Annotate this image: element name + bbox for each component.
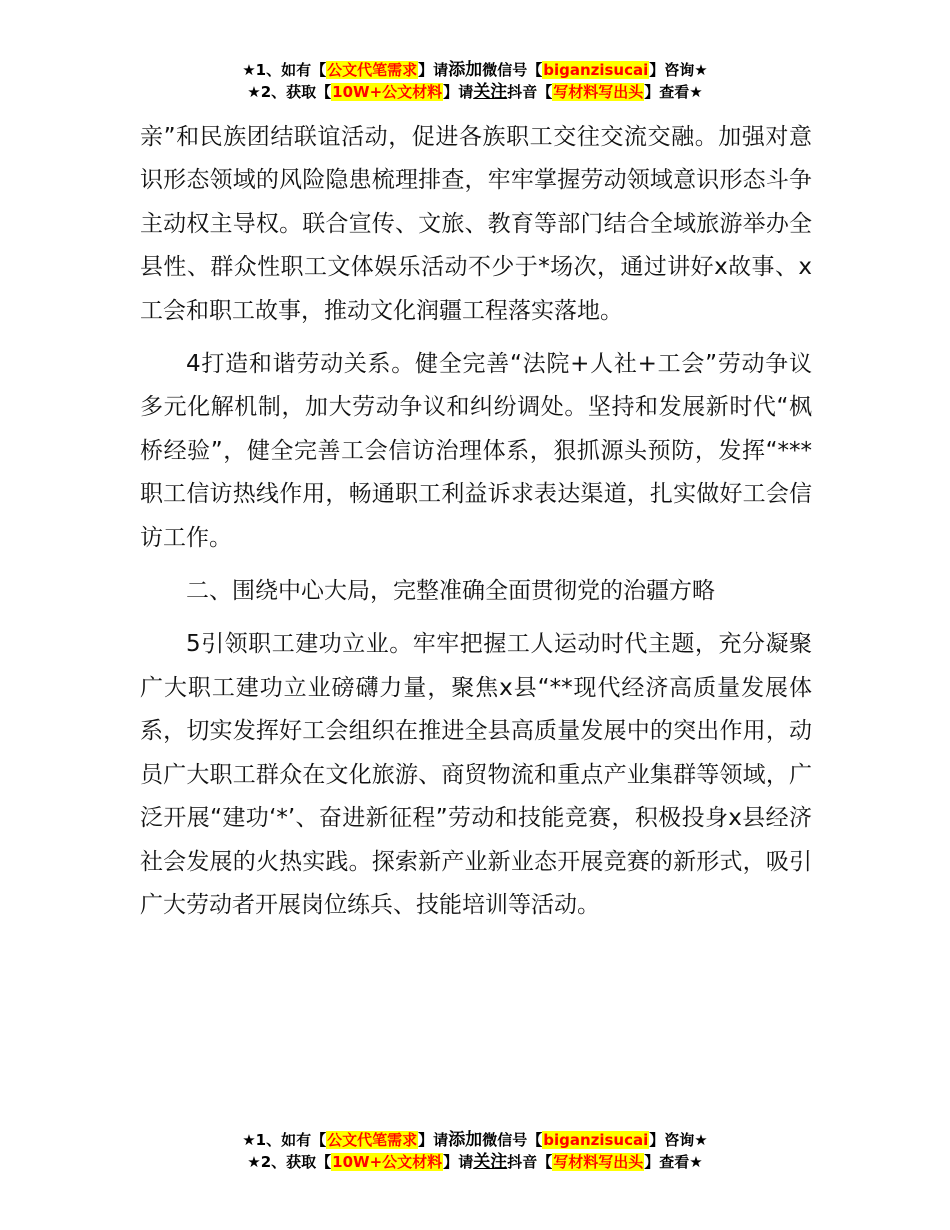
bracket: 【 [311,61,327,79]
banner-text: 咨询★ [664,61,708,79]
banner-text: ★2、获取 [247,83,317,101]
highlight-text: 写材料写出头 [553,1153,644,1171]
section-heading: 二、围绕中心大局，完整准确全面贯彻党的治疆方略 [186,578,715,605]
bracket: 】 [418,1131,434,1149]
banner-emphasis: 添加 [448,60,483,80]
bracket: 【 [527,1131,543,1149]
paragraph: 4打造和谐劳动关系。健全完善“法院+人社+工会”劳动争议多元化解机制，加大劳动争议和纠纷调处。坚持和发展新时代“枫桥经验”，健全完善工会信访治理体系，狠抓源头预防，发挥“***职工信访热线作用，畅通职工利益诉求表达渠道，扎实做好工会信访工作。 [140,351,812,551]
highlight-text: biganzisucai [543,1131,649,1149]
bracket: 【 [311,1131,327,1149]
banner-line-1 [0,1129,950,1151]
document-body [140,116,812,927]
bracket: 【 [537,1153,553,1171]
banner-text: 请 [433,1131,449,1149]
banner-text: 请 [458,83,474,101]
banner-text: 微信号 [482,61,528,79]
bracket: 】 [644,83,660,101]
bracket: 】 [443,1153,459,1171]
banner-text: 抖音 [507,83,538,101]
banner-emphasis: 关注 [473,1152,508,1172]
paragraph: 亲”和民族团结联谊活动，促进各族职工交往交流交融。加强对意识形态领域的风险隐患梳理排查，牢牢掌握劳动领域意识形态斗争主动权主导权。联合宣传、文旅、教育等部门结合全域旅游举办全县性、群众性职工文体娱乐活动不少于*场次，通过讲好x故事、x工会和职工故事，推动文化润疆工程落实落地。 [140,124,812,324]
highlight-text: biganzisucai [543,61,649,79]
banner-text: 微信号 [482,1131,528,1149]
banner-text: ★1、如有 [242,61,312,79]
bracket: 【 [527,61,543,79]
bracket: 】 [418,61,434,79]
paragraph: 5引领职工建功立业。牢牢把握工人运动时代主题，充分凝聚广大职工建功立业磅礴力量，聚焦x县“**现代经济高质量发展体系，切实发挥好工会组织在推进全县高质量发展中的突出作用，动员广大职工群众在文化旅游、商贸物流和重点产业集群等领域，广泛开展“建功‘*’、奋进新征程”劳动和技能竞赛，积极投身x县经济社会发展的火热实践。探索新产业新业态开展竞赛的新形式，吸引广大劳动者开展岗位练兵、技能培训等活动。 [140,631,812,918]
banner-line-2 [0,81,950,103]
banner-line-2 [0,1151,950,1173]
highlight-text: 公文代笔需求 [327,1131,418,1149]
highlight-text: 10W+公文材料 [332,1153,443,1171]
bracket: 】 [443,83,459,101]
bracket: 】 [644,1153,660,1171]
highlight-text: 写材料写出头 [553,83,644,101]
banner-text: 请 [458,1153,474,1171]
bracket: 】 [649,1131,665,1149]
header-banner [0,59,950,103]
bracket: 】 [649,61,665,79]
bracket: 【 [316,1153,332,1171]
banner-text: 请 [433,61,449,79]
highlight-text: 公文代笔需求 [327,61,418,79]
bracket: 【 [316,83,332,101]
banner-line-1 [0,59,950,81]
banner-text: ★1、如有 [242,1131,312,1149]
banner-text: 查看★ [659,83,703,101]
banner-text: ★2、获取 [247,1153,317,1171]
footer-banner [0,1129,950,1173]
bracket: 【 [537,83,553,101]
banner-text: 抖音 [507,1153,538,1171]
banner-emphasis: 添加 [448,1130,483,1150]
banner-text: 查看★ [659,1153,703,1171]
banner-emphasis: 关注 [473,82,508,102]
banner-text: 咨询★ [664,1131,708,1149]
highlight-text: 10W+公文材料 [332,83,443,101]
